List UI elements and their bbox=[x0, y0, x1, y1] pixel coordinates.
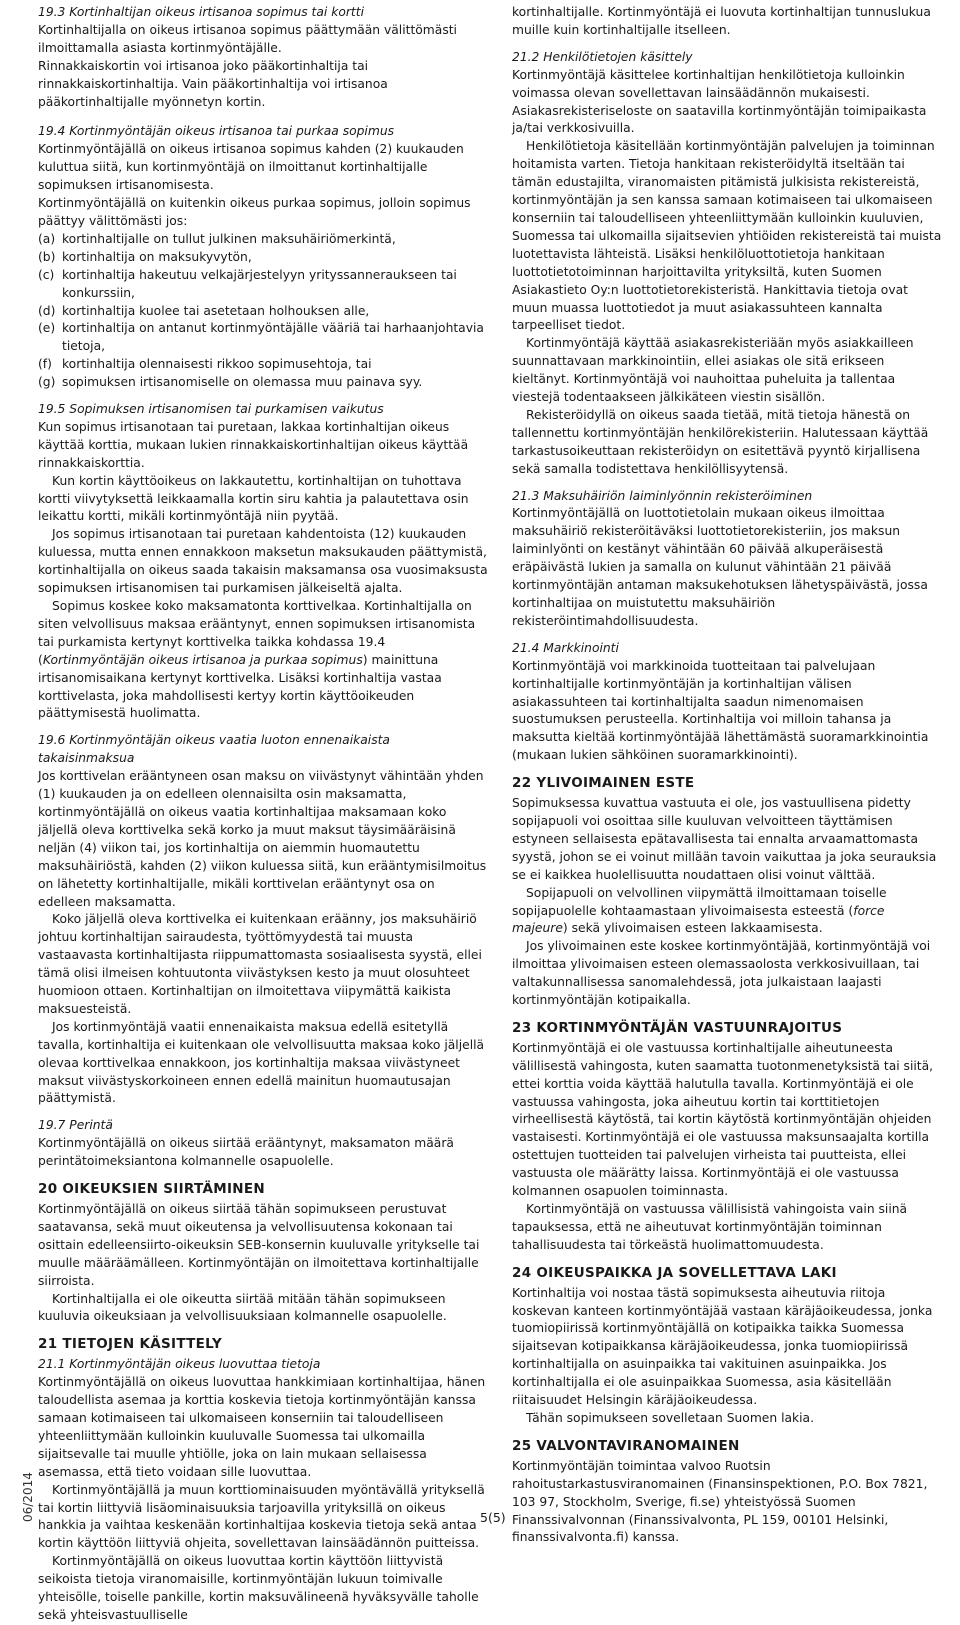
paragraph: Sopimus koskee koko maksamatonta korttivelkaa. Kortinhaltijalla on siten velvollisuus maksaa erääntynyt, ennen sopimuksen irtisanomista tai purkamista kertynyt korttivelka taikka kohdassa 19.4 (Kortinmyöntäjän oikeus irtisanoa ja purkaa sopimus) mainittuna irtisanomisaikana kertynyt korttivelka. Lisäksi kortinhaltija vastaa korttivelasta, joka mahdollisesti kertyy kortin käyttöoikeuden päättymisestä huolimatta. bbox=[38, 599, 476, 721]
paragraph: Kun kortin käyttöoikeus on lakkautettu, kortinhaltijan on tuhottava kortti viivytyksettä leikkaamalla kortin siru kahtia ja palautettava osin leikattu kortti, mikäli kortinmyöntäjä niin pyytää. bbox=[38, 473, 469, 524]
list-item: (c) kortinhaltija hakeutuu velkajärjestelyyn yrityssanneraukseen tai konkurssiin, bbox=[38, 267, 457, 300]
paragraph: Kortinmyöntäjällä on oikeus siirtää erääntynyt, maksamaton määrä perintätoimeksiantona kolmannelle osapuolelle. bbox=[38, 1136, 454, 1169]
paragraph: Kortinmyöntäjä on vastuussa välillisistä vahingoista vain siinä tapauksessa, että ne aiheutuvat kortinmyöntäjän toiminnan tahallisuudesta tai törkeästä huolimattomuudesta. bbox=[512, 1202, 908, 1252]
paragraph: Kortinmyöntäjä voi markkinoida tuotteitaan tai palvelujaan kortinhaltijalle kortinmyöntäjän ja kortinhaltijan välisen asiakassuhteen tai kortinhaltijalta saadun nimenomaisen suostumuksen perusteella. Kortinhaltija voi milloin tahansa ja maksutta kieltää kortinmyöntäjää lähettämästä suoramarkkinointia (mukaan lukien sähköinen suoramarkkinointi). bbox=[512, 658, 929, 763]
section-21-3-title: 21.3 Maksuhäiriön laiminlyönnin rekisteröiminen bbox=[512, 488, 813, 503]
page-number: 5(5) bbox=[480, 1510, 506, 1525]
paragraph: Kortinmyöntäjällä ja muun korttiominaisuuden myöntävällä yrityksellä tai kortin liittyviä lisäominaisuuksia tarjoavilla yrityksillä on oikeus hankkia ja vaihtaa keskenään kortinhaltijaa koskevia tietoja sekä antaa kortin käyttöön liittyviä ohjeita, sovellettavan lainsäädännön puitteissa. bbox=[38, 1482, 485, 1551]
heading-24: 24 OIKEUSPAIKKA JA SOVELLETTAVA LAKI bbox=[512, 1264, 837, 1281]
section-19-4-title: 19.4 Kortinmyöntäjän oikeus irtisanoa tai purkaa sopimus bbox=[38, 124, 395, 139]
paragraph: Koko jäljellä oleva korttivelka ei kuitenkaan eräänny, jos maksuhäiriö johtuu kortinhaltijan sairaudesta, työttömyydestä tai muusta vastaavasta kortinhaltijasta riippumattomasta sosiaalisesta syystä, ellei tämä olisi ilmeisen kohtuutonta viivästyksen kesto ja muut olosuhteet huomioon ottaen. Kortinhaltijan on ilmoitettava viipymättä kaikista maksuesteistä. bbox=[38, 912, 482, 1016]
paragraph: Jos ylivoimainen este koskee kortinmyöntäjää, kortinmyöntäjä voi ilmoittaa ylivoimaisen esteen olemassaolosta verkkosivuillaan, tai valtakunnallisessa sanomalehdessä, jota julkaistaan laajasti kortinmyöntäjän kotipaikalla. bbox=[512, 939, 931, 1008]
paragraph: Jos korttivelan erääntyneen osan maksu on viivästynyt vähintään yhden (1) kuukauden ja on edelleen olennaisilta osin maksamatta, kortinmyöntäjällä on oikeus vaatia kortinhaltijaa maksamaan koko jäljellä oleva korttivelka sekä korko ja muut maksut täysimääräisinä neljän (4) viikon tai, jos kortinhaltija on aiemmin huomautettu maksuhäiriöstä, kahden (2) viikon kuluessa siitä, kun erääntymisilmoitus on lähetetty kortinhaltijalle, mikäli korttivelan erääntynyt osa on edelleen maksamatta. bbox=[38, 769, 487, 909]
section-21-2-title: 21.2 Henkilötietojen käsittely bbox=[512, 49, 693, 64]
paragraph: Kortinmyöntäjä käyttää asiakasrekisteriään myös asiakkailleen suunnattavaan markkinointiin, ellei asiakas ole sitä erikseen kieltänyt. Kortinmyöntäjä voi nauhoittaa puheluita ja tallentaa viestejä todentaakseen jälkikäteen viestin sisällön. bbox=[512, 336, 914, 405]
list-item: (b) kortinhaltija on maksukyvytön, bbox=[38, 249, 252, 264]
heading-21: 21 TIETOJEN KÄSITTELY bbox=[38, 1336, 223, 1353]
list-item: (g) sopimuksen irtisanomiselle on olemassa muu painava syy. bbox=[38, 375, 423, 390]
paragraph: Sopijapuoli on velvollinen viipymättä ilmoittamaan toiselle sopijapuolelle kohtaamastaan ylivoimaisesta esteestä (force majeure) sekä ylivoimaisen esteen lakkaamisesta. bbox=[512, 885, 887, 936]
paragraph: Jos kortinmyöntäjä vaatii ennenaikaista maksua edellä esitetyllä tavalla, kortinhaltija ei kuitenkaan ole velvollisuutta maksaa koko jäljellä olevaa korttivelkaa ennakkoon, jos kortinhaltija maksaa viivästyneet maksut viivästyskorkoineen ennen edellä mainitun huomautusajan päättymistä. bbox=[38, 1019, 485, 1106]
heading-22: 22 YLIVOIMAINEN ESTE bbox=[512, 775, 695, 792]
paragraph: Henkilötietoja käsitellään kortinmyöntäjän palvelujen ja toiminnan hoitamista varten. Tietoja hankitaan rekisteröidyltä itseltään tai tämän edustajilta, viranomaisten pitämistä julkisista rekistereistä, kortinmyöntäjän ja sen kanssa samaan kotimaiseen tai ulkomaiseen konserniin tai taloudelliseen yhteenliittymään kulloinkin kuuluvien, Suomessa tai ulkomailla sijaitsevien yhtiöiden rekistereistä tai muista luotettavista lähteistä. Lisäksi henkilöluottotietoja hankitaan luottotietotoiminnan harjoittavilta yrityksiltä, kuten Suomen Asiakastieto Oy:n luottotietorekisteristä. Hankittavia tietoja ovat muun muassa luottotiedot ja muut asiakassuhteen kannalta tarpeelliset tiedot. bbox=[512, 139, 942, 333]
paragraph: Kortinmyöntäjällä on oikeus irtisanoa sopimus kahden (2) kuukauden kuluttua siitä, kun kortinmyöntäjä on ilmoittanut kortinhaltijalle sopimuksen irtisanomisesta. bbox=[38, 142, 464, 193]
paragraph: Tähän sopimukseen sovelletaan Suomen lakia. bbox=[526, 1410, 814, 1425]
section-21-1-title: 21.1 Kortinmyöntäjän oikeus luovuttaa tietoja bbox=[38, 1357, 321, 1372]
list-item: (f) kortinhaltija olennaisesti rikkoo sopimusehtoja, tai bbox=[38, 357, 372, 372]
section-19-6-title: 19.6 Kortinmyöntäjän oikeus vaatia luoton ennenaikaista takaisinmaksua bbox=[38, 733, 390, 766]
left-column bbox=[38, 4, 490, 1625]
section-19-5-title: 19.5 Sopimuksen irtisanomisen tai purkamisen vaikutus bbox=[38, 402, 384, 417]
heading-23: 23 KORTINMYÖNTÄJÄN VASTUUNRAJOITUS bbox=[512, 1019, 843, 1036]
list-item: (e) kortinhaltija on antanut kortinmyöntäjälle vääriä tai harhaanjohtavia tietoja, bbox=[38, 321, 484, 354]
right-column bbox=[512, 4, 944, 1547]
paragraph: Kortinhaltijalla ei ole oikeutta siirtää mitään tähän sopimukseen kuuluvia oikeuksiaan ja velvollisuuksiaan kolmannelle osapuolelle. bbox=[38, 1291, 447, 1324]
list-item: (a) kortinhaltijalle on tullut julkinen maksuhäiriömerkintä, bbox=[38, 231, 396, 246]
paragraph: Kortinhaltija voi nostaa tästä sopimuksesta aiheutuvia riitoja koskevan kanteen kortinmyöntäjää vastaan käräjäoikeudessa, jonka tuomiopiirissä kortinmyöntäjällä on kotipaikka taikka Suomessa sijaitsevan kotipaikkansa käräjäoikeudessa, jonka tuomiopiirissä kortinhaltijalla on asuinpaikka tai vakituinen asuinpaikka. Jos kortinhaltijalla ei ole asuinpaikkaa Suomessa, asia käsitellään riitaisuudet Helsingin käräjäoikeudessa. bbox=[512, 1285, 933, 1408]
document-date: 06/2014 bbox=[21, 1472, 35, 1522]
paragraph: Kortinmyöntäjällä on oikeus luovuttaa kortin käyttöön liittyvistä seikoista tietoja viranomaisille, kortinmyöntäjän lukuun toimivalle yhteisölle, toiselle pankille, kortin maksuvälineenä hyväksyvälle taholle sekä yhteisvastuulliselle bbox=[38, 1554, 479, 1622]
heading-25: 25 VALVONTAVIRANOMAINEN bbox=[512, 1437, 740, 1454]
paragraph: Kortinmyöntäjän toimintaa valvoo Ruotsin rahoitustarkastusviranomainen (Finansinspektionen, P.O. Box 7821, 103 97, Stockholm, Sverige, fi.se) yhteistyössä Suomen Finanssivalvonnan (Finanssivalvonta, PL 159, 00101 Helsinki, finanssivalvonta.fi) kanssa. bbox=[512, 1458, 928, 1545]
section-19-7-title: 19.7 Perintä bbox=[38, 1118, 113, 1133]
section-21-4-title: 21.4 Markkinointi bbox=[512, 640, 619, 655]
section-19-3-title: 19.3 Kortinhaltijan oikeus irtisanoa sopimus tai kortti bbox=[38, 5, 364, 19]
paragraph: Kortinmyöntäjä käsittelee kortinhaltijan henkilötietoja kulloinkin voimassa olevan sovellettavan lainsäädännön mukaisesti. Asiakasrekisteriseloste on saatavilla kortinmyöntäjän toimipaikasta ja/tai verkkosivuilla. bbox=[512, 67, 927, 136]
paragraph: Kortinhaltijalla on oikeus irtisanoa sopimus päättymään välittömästi ilmoittamalla asiasta kortinmyöntäjälle. bbox=[38, 22, 457, 55]
paragraph: Kortinmyöntäjällä on kuitenkin oikeus purkaa sopimus, jolloin sopimus päättyy välittömästi jos: bbox=[38, 196, 471, 228]
paragraph: Kortinmyöntäjällä on luottotietolain mukaan oikeus ilmoittaa maksuhäiriö rekisteröitäväksi luottotietorekisteriin, jos maksun laiminlyönti on kestänyt vähintään 60 päivää alkuperäisestä eräpäivästä lukien ja samalla on kulunut vähintään 21 päivää kortinmyöntäjän antaman maksukehotuksen lähetyspäivästä, jossa kortinhaltijaa on muistutettu maksuhäiriön rekisteröintimahdollisuudesta. bbox=[512, 506, 928, 628]
paragraph: Kortinmyöntäjällä on oikeus siirtää tähän sopimukseen perustuvat saatavansa, sekä muut oikeutensa ja velvollisuutensa kokonaan tai osittain edelleensiirto-oikeuksin SEB-konsernin kuuluvalle yritykselle tai muulle määräämälleen. Kortinmyöntäjän on ilmoitettava kortinhaltijalle siirroista. bbox=[38, 1202, 480, 1288]
paragraph: Jos sopimus irtisanotaan tai puretaan kahdentoista (12) kuukauden kuluessa, mutta ennen ennakkoon maksetun maksukauden päättymistä, kortinhaltijalla on oikeus saada takaisin maksamansa osa vuosimaksusta sopimuksen irtisanomisen tai purkamisen jälkeiseltä ajalta. bbox=[38, 527, 488, 596]
paragraph: Rekisteröidyllä on oikeus saada tietää, mitä tietoja hänestä on tallennettu kortinmyöntäjän henkilörekisteriin. Halutessaan käyttää tarkastusoikeuttaan rekisteröidyn on esitettävä pyyntö kirjallisena sekä samalla todistettava henkilöllisyytensä. bbox=[512, 407, 929, 476]
paragraph: Sopimuksessa kuvattua vastuuta ei ole, jos vastuullisena pidetty sopijapuoli voi osoittaa sille kuuluvan velvoitteen täyttämisen estyneen sellaisesta epätavallisesta tai ennalta arvaamattomasta syystä, johon se ei voinut millään tavoin vaikuttaa ja joka seurauksia se ei kaikkea huolellisuutta noudattaen olisi voinut välttää. bbox=[512, 796, 937, 882]
paragraph: Kortinmyöntäjä ei ole vastuussa kortinhaltijalle aiheutuneesta välillisestä vahingosta, kuten saamatta tuotonmenetyksistä tai siitä, ettei korttia voida käyttää halutulla tavalla. Kortinmyöntäjä ei ole vastuussa vahingosta, joka aiheutuu kortin tai korttitietojen virheellisestä käytöstä, tai kortin käytöstä kortinmyöntäjän ohjeiden vastaisesti. Kortinmyöntäjä ei ole vastuussa maksunsaajalta kortilla ostettujen tuotteiden tai palvelujen virheista tai puutteista, ellei vastuusta ole määrätty laissa. Kortinmyöntäjä ei ole vastuussa kolmannen osapuolen toiminnasta. bbox=[512, 1040, 934, 1199]
paragraph: Rinnakkaiskortin voi irtisanoa joko pääkortinhaltija tai rinnakkaiskortinhaltija. Vain pääkortinhaltija voi irtisanoa pääkortinhaltijalle myönnetyn kortin. bbox=[38, 58, 388, 109]
heading-20: 20 OIKEUKSIEN SIIRTÄMINEN bbox=[38, 1181, 265, 1198]
paragraph: Kortinmyöntäjällä on oikeus luovuttaa hankkimiaan kortinhaltijaa, hänen taloudellista asemaa ja korttia koskevia tietoja kortinmyöntäjän kanssa samaan kotimaiseen tai ulkomaiseen konserniin tai taloudelliseen yhteenliittymään kulloinkin kuuluvalle Suomessa tai ulkomailla sijaitsevalle tai muulle yhtiölle, joka on lain mukaan sellaisessa asemassa, että tieto voidaan sille luovuttaa. bbox=[38, 1375, 486, 1479]
paragraph: kortinhaltijalle. Kortinmyöntäjä ei luovuta kortinhaltijan tunnuslukua muille kuin kortinhaltijalle itselleen. bbox=[512, 5, 931, 37]
paragraph: Kun sopimus irtisanotaan tai puretaan, lakkaa kortinhaltijan oikeus käyttää korttia, mukaan lukien rinnakkaiskortinhaltijan oikeus käyttää rinnakkaiskorttia. bbox=[38, 419, 469, 470]
list-item: (d) kortinhaltija kuolee tai asetetaan holhouksen alle, bbox=[38, 303, 370, 318]
termination-list bbox=[38, 231, 490, 392]
